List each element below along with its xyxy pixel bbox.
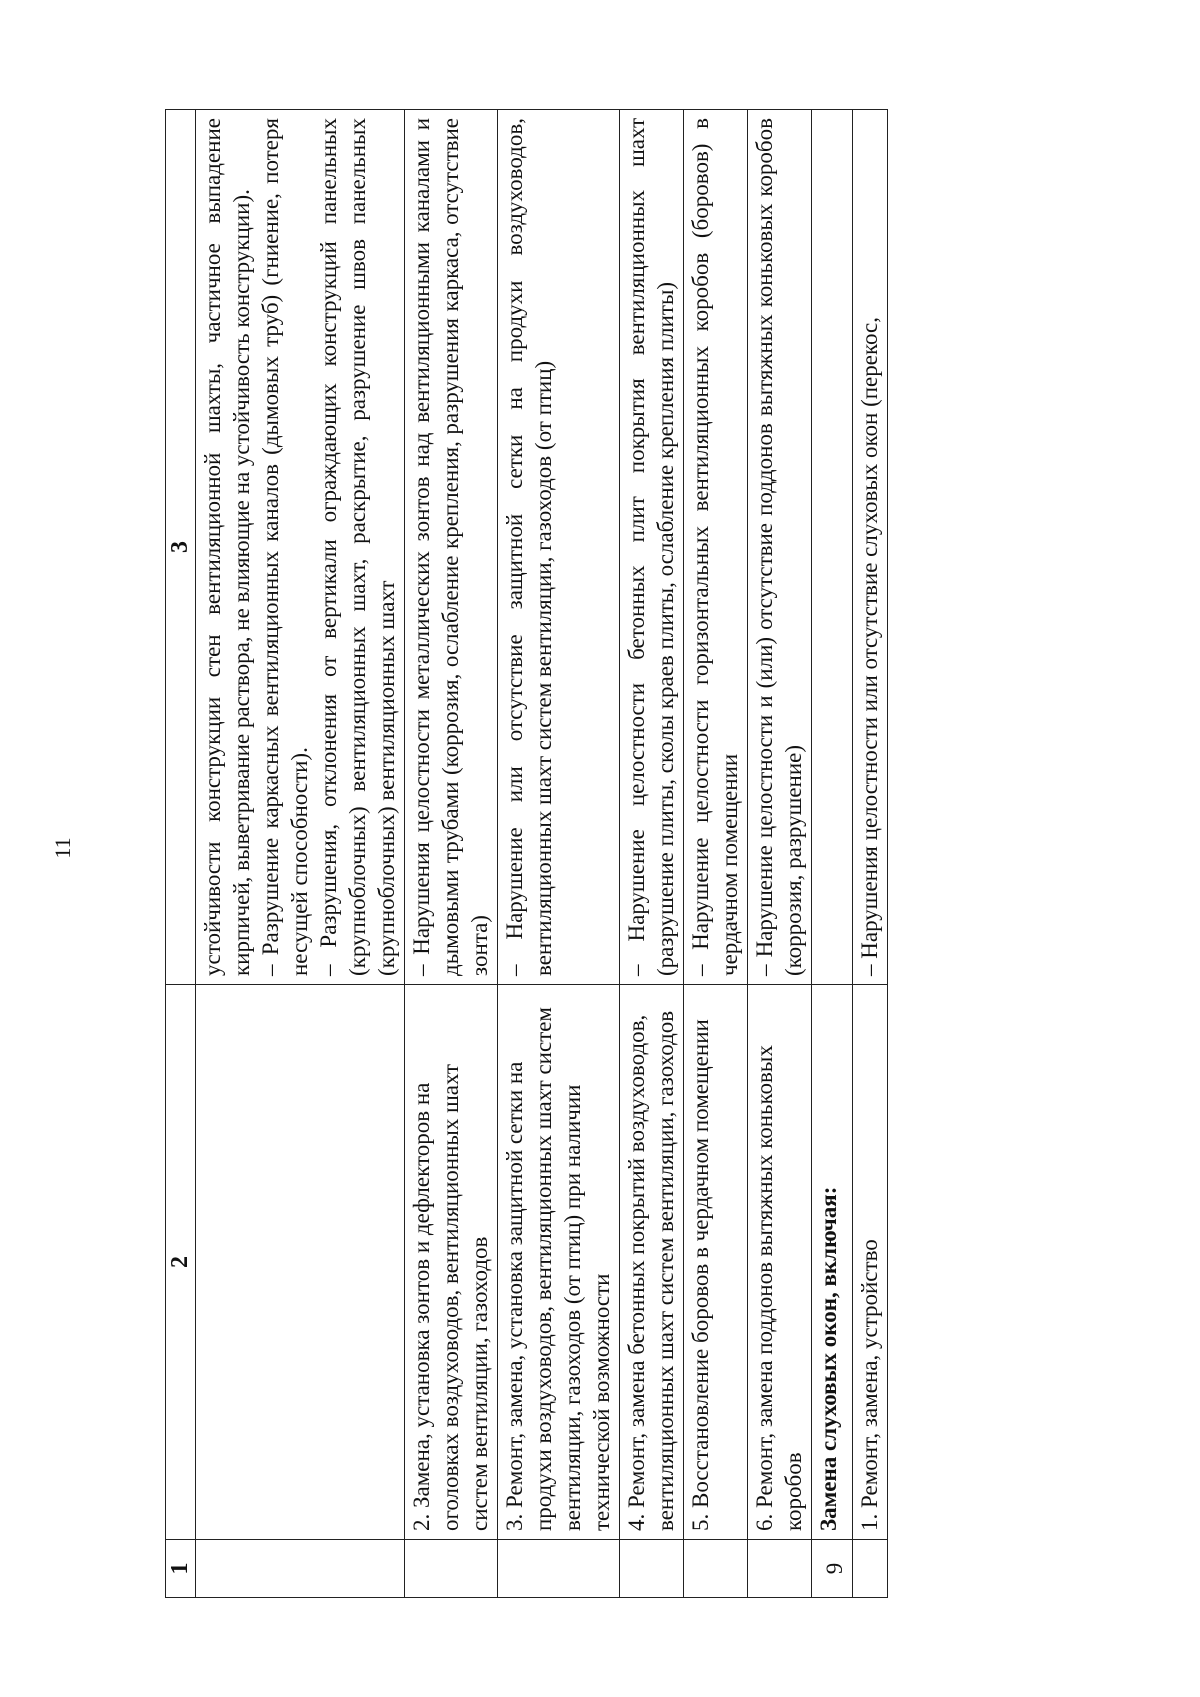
defects-table	[165, 109, 888, 1598]
column-header-defects: 3	[166, 110, 196, 985]
empty-cell	[812, 110, 853, 985]
table-row	[196, 110, 405, 1598]
defect-cell	[196, 110, 405, 985]
defect-cell: – Нарушения целостности металлических зонтов над вентиляционными каналами и дымовыми трубами (коррозия, ослабление крепления, разрушения каркаса, отсутствие зонта)	[405, 110, 498, 985]
rotated-page-content	[165, 110, 1125, 1598]
row-number	[853, 1540, 888, 1598]
section-title: Замена слуховых окон, включая:	[812, 985, 853, 1540]
work-cell: 5. Восстановление боровов в чердачном помещении	[684, 985, 748, 1540]
work-cell	[196, 985, 405, 1540]
work-cell: 1. Ремонт, замена, устройство	[853, 985, 888, 1540]
defect-cell: – Нарушение целостности и (или) отсутствие поддонов вытяжных коньковых коробов (коррозия, разрушение)	[748, 110, 812, 985]
table-header-row	[166, 110, 196, 1598]
row-number	[684, 1540, 748, 1598]
defect-cell: – Нарушение или отсутствие защитной сетки на продухи воздуховодов, вентиляционных шахт систем вентиляции, газоходов (от птиц)	[498, 110, 620, 985]
defect-paragraph: устойчивости конструкции стен вентиляционной шахты, частичное выпадение кирпичей, выветривание раствора, не влияющие на устойчивость конструкции).	[200, 118, 254, 976]
table-row	[498, 110, 620, 1598]
defect-cell: – Нарушения целостности или отсутствие слуховых окон (перекос,	[853, 110, 888, 985]
row-number	[498, 1540, 620, 1598]
row-number: 9	[812, 1540, 853, 1598]
row-number	[196, 1540, 405, 1598]
page-number: 11	[50, 837, 75, 859]
table-row	[853, 110, 888, 1598]
defect-cell: – Нарушение целостности бетонных плит покрытия вентиляционных шахт (разрушение плиты, сколы краев плиты, ослабление крепления плиты)	[620, 110, 684, 985]
row-number	[748, 1540, 812, 1598]
table-row	[748, 110, 812, 1598]
work-cell: 6. Ремонт, замена поддонов вытяжных коньковых коробов	[748, 985, 812, 1540]
table-row	[684, 110, 748, 1598]
defect-cell: – Нарушение целостности горизонтальных вентиляционных коробов (боровов) в чердачном помещении	[684, 110, 748, 985]
defect-paragraph: – Разрушение каркасных вентиляционных каналов (дымовых труб) (гниение, потеря несущей способности).	[258, 118, 312, 976]
table-row	[405, 110, 498, 1598]
column-header-number: 1	[166, 1540, 196, 1598]
table-section-row	[812, 110, 853, 1598]
table-row	[620, 110, 684, 1598]
work-cell: 4. Ремонт, замена бетонных покрытий воздуховодов, вентиляционных шахт систем вентиляции, газоходов	[620, 985, 684, 1540]
row-number	[620, 1540, 684, 1598]
work-cell: 3. Ремонт, замена, установка защитной сетки на продухи воздуховодов, вентиляционных шахт систем вентиляции, газоходов (от птиц) при наличии технической возможности	[498, 985, 620, 1540]
row-number	[405, 1540, 498, 1598]
column-header-work: 2	[166, 985, 196, 1540]
defect-paragraph: – Разрушения, отклонения от вертикали ограждающих конструкций панельных (крупноблочных) вентиляционных шахт, раскрытие, разрушение швов панельных (крупноблочных) вентиляционных шахт	[316, 118, 399, 976]
work-cell: 2. Замена, установка зонтов и дефлекторов на оголовках воздуховодов, вентиляционных шахт систем вентиляции, газоходов	[405, 985, 498, 1540]
